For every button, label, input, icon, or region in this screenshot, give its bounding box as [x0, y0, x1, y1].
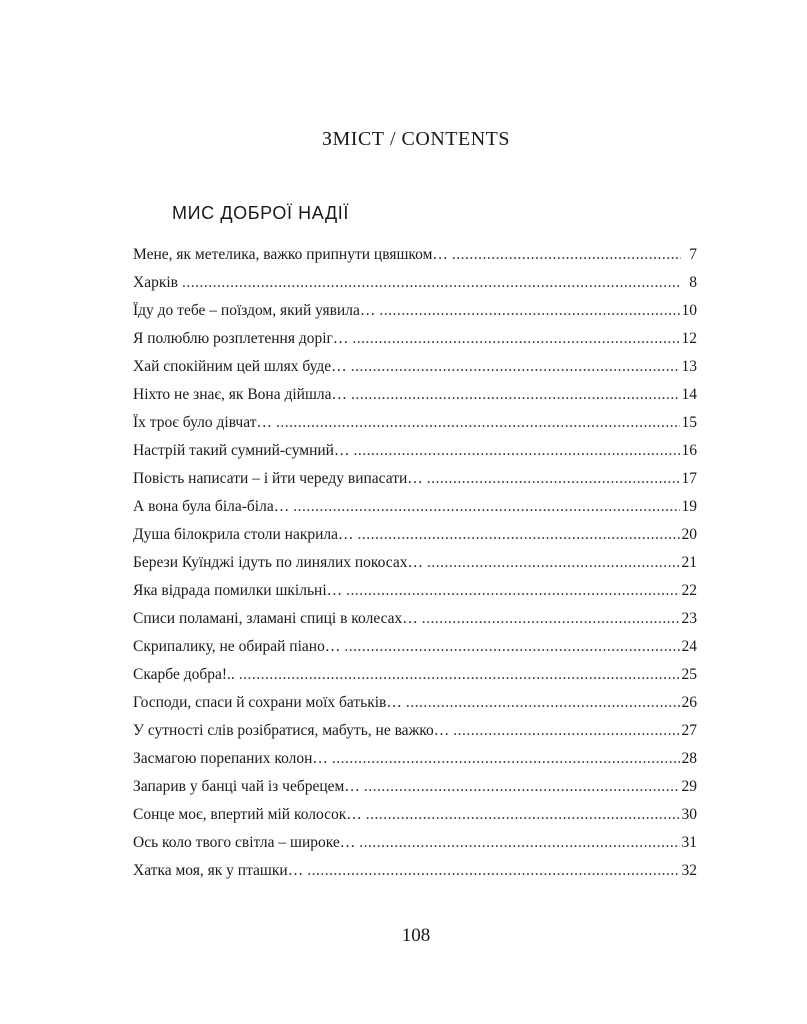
toc-entry-page: 26 — [681, 694, 697, 711]
toc-entry — [133, 386, 697, 414]
toc-leader-dots — [406, 694, 680, 712]
toc-entry-title: Яка відрада помилки шкільні… — [133, 582, 343, 599]
toc-entry-page: 23 — [681, 610, 697, 627]
toc-leader-dots — [358, 526, 680, 544]
toc-entry — [133, 834, 697, 862]
toc-leader-dots — [182, 274, 681, 292]
toc-leader-dots — [351, 386, 679, 404]
toc-entry — [133, 862, 697, 890]
toc-entry-page: 8 — [689, 274, 697, 291]
toc-leader-dots — [366, 806, 680, 824]
page-number: 108 — [401, 925, 431, 946]
toc-entry-title: Ось коло твого світла – широке… — [133, 834, 356, 851]
toc-entry-title: Повість написати – і йти череду випасати… — [133, 470, 423, 487]
toc-entry — [133, 302, 697, 330]
toc-entry-title: Душа білокрила столи накрила… — [133, 526, 354, 543]
toc-entry — [133, 610, 697, 638]
toc-entry-title: Скрипалику, не обирай піано… — [133, 638, 341, 655]
toc-leader-dots — [379, 302, 679, 320]
toc-entry — [133, 470, 697, 498]
toc-entry — [133, 750, 697, 778]
toc-entry-page: 30 — [681, 806, 697, 823]
toc-entry — [133, 806, 697, 834]
toc-entry-title: Хатка моя, як у пташки… — [133, 862, 304, 879]
toc-entry-page: 10 — [681, 302, 697, 319]
toc-entry-title: Хай спокійним цей шлях буде… — [133, 358, 347, 375]
toc-entry-page: 16 — [681, 442, 697, 459]
toc-entry-title: Господи, спаси й сохрани моїх батьків… — [133, 694, 402, 711]
toc-entry-page: 15 — [681, 414, 697, 431]
page-title: ЗМІСТ / CONTENTS — [321, 128, 511, 150]
toc-leader-dots — [359, 834, 679, 852]
toc-leader-dots — [422, 610, 680, 628]
toc-entry-title: Ніхто не знає, як Вона дійшла… — [133, 386, 348, 403]
toc-entry — [133, 414, 697, 442]
toc-entry-page: 7 — [689, 246, 697, 263]
toc-entry-page: 25 — [681, 666, 697, 683]
toc-entry — [133, 694, 697, 722]
toc-leader-dots — [332, 750, 680, 768]
toc-entry — [133, 554, 697, 582]
section-title: МИС ДОБРОЇ НАДІЇ — [172, 203, 349, 223]
toc-entry-title: Сонце моє, впертий мій колосок… — [133, 806, 362, 823]
toc-entry-title: Списи поламані, зламані спиці в колесах… — [133, 610, 418, 627]
toc-entry — [133, 722, 697, 750]
toc-entry-title: Берези Куїнджі ідуть по линялих покосах… — [133, 554, 424, 571]
toc-entry-page: 21 — [681, 554, 697, 571]
toc-leader-dots — [352, 330, 679, 348]
toc-entry — [133, 526, 697, 554]
toc-entry-page: 24 — [681, 638, 697, 655]
toc-leader-dots — [353, 442, 679, 460]
toc-leader-dots — [293, 498, 679, 516]
toc-entry-page: 17 — [681, 470, 697, 487]
toc-entry-title: Їду до тебе – поїздом, який уявила… — [133, 302, 376, 319]
toc-entry-page: 29 — [681, 778, 697, 795]
toc-entry-page: 20 — [681, 526, 697, 543]
toc-leader-dots — [351, 358, 680, 376]
toc-entry-title: Харків — [133, 274, 178, 291]
toc-leader-dots — [453, 722, 679, 740]
toc-entry — [133, 246, 697, 274]
toc-entry-page: 13 — [681, 358, 697, 375]
toc-leader-dots — [276, 414, 680, 432]
toc-leader-dots — [307, 862, 679, 880]
toc-entry-title: Засмагою порепаних колон… — [133, 750, 328, 767]
toc-entry-page: 32 — [681, 862, 697, 879]
toc-entry — [133, 330, 697, 358]
toc-entry — [133, 358, 697, 386]
toc-leader-dots — [427, 554, 679, 572]
toc-leader-dots — [344, 638, 679, 656]
toc-entry-title: Запарив у банці чай із чебрецем… — [133, 778, 360, 795]
toc-entry — [133, 778, 697, 806]
toc-entry — [133, 666, 697, 694]
toc-entry-page: 31 — [681, 834, 697, 851]
toc-entry-page: 12 — [681, 330, 697, 347]
toc-leader-dots — [452, 246, 681, 264]
toc-entry-title: Мене, як метелика, важко припнути цвяшком… — [133, 246, 448, 263]
toc-entry — [133, 498, 697, 526]
toc-entry-page: 22 — [681, 582, 697, 599]
toc-leader-dots — [239, 666, 680, 684]
toc-entry-title: У сутності слів розібратися, мабуть, не важко… — [133, 722, 450, 739]
toc-entry — [133, 582, 697, 610]
toc-leader-dots — [364, 778, 680, 796]
toc-entry-title: А вона була біла-біла… — [133, 498, 290, 515]
toc-entry-page: 28 — [681, 750, 697, 767]
toc-entry-title: Їх троє було дівчат… — [133, 414, 272, 431]
toc-entry-page: 14 — [681, 386, 697, 403]
toc-leader-dots — [427, 470, 680, 488]
table-of-contents — [133, 246, 697, 890]
toc-leader-dots — [346, 582, 679, 600]
toc-entry-title: Настрій такий сумний-сумний… — [133, 442, 350, 459]
toc-entry — [133, 274, 697, 302]
toc-entry-title: Я полюблю розплетення доріг… — [133, 330, 349, 347]
toc-entry-page: 27 — [681, 722, 697, 739]
toc-entry — [133, 638, 697, 666]
toc-entry-title: Скарбе добра!.. — [133, 666, 235, 683]
toc-entry-page: 19 — [681, 498, 697, 515]
toc-entry — [133, 442, 697, 470]
